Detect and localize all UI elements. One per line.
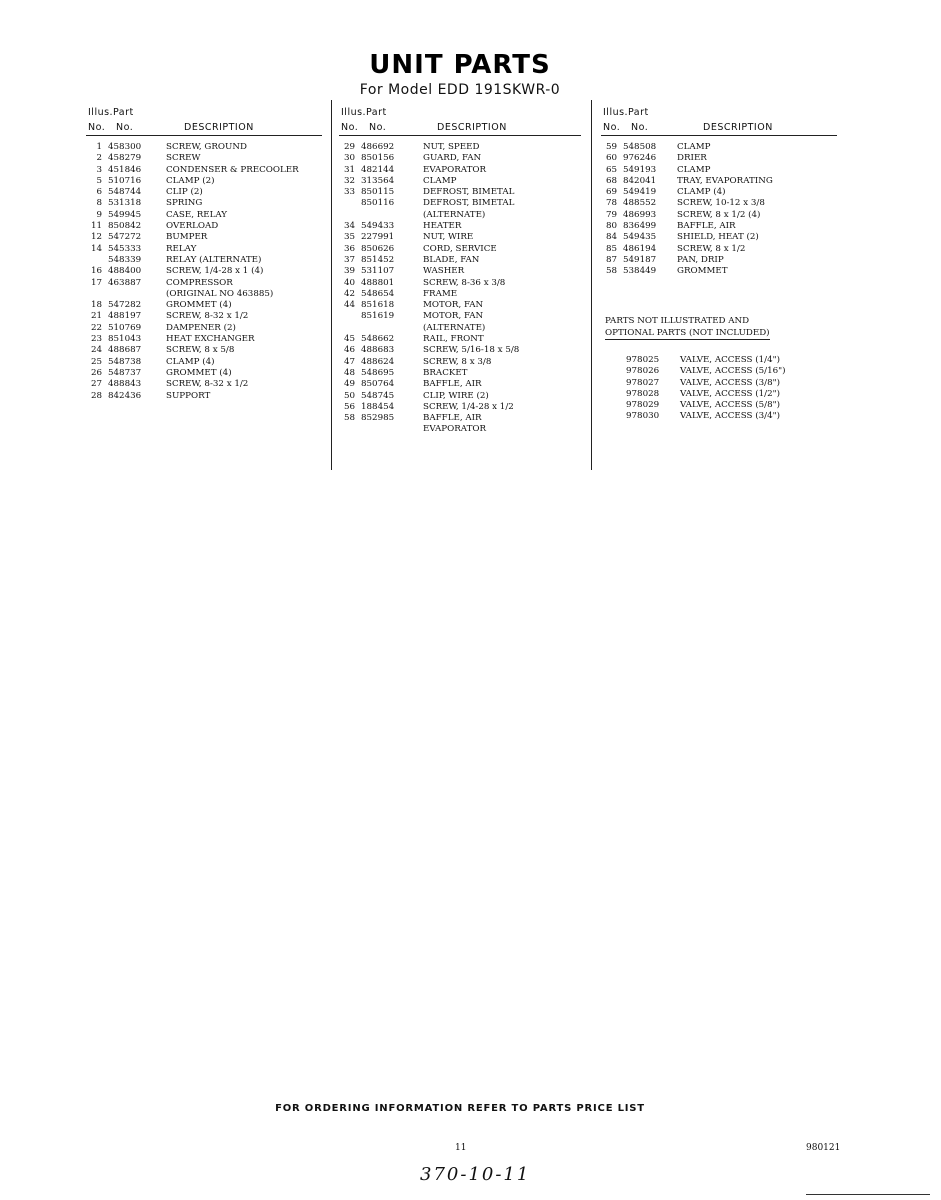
part-number: 313564 [361, 175, 395, 186]
illus-number: 65 [605, 164, 617, 175]
table-row [339, 244, 581, 255]
table-row [339, 210, 581, 221]
table-row [86, 165, 322, 176]
table-row [601, 244, 837, 255]
part-description: SCREW, 10-12 x 3/8 [677, 198, 765, 209]
part-description: GROMMET (4) [166, 367, 232, 378]
header-part-no: No. [369, 122, 387, 133]
table-row [86, 289, 322, 300]
table-row [86, 210, 322, 221]
part-number: 482144 [361, 164, 395, 175]
part-number: 851619 [361, 311, 395, 322]
table-row [86, 278, 322, 289]
header-description: DESCRIPTION [437, 122, 507, 133]
illus-number: 85 [605, 243, 617, 254]
part-number: 842041 [623, 175, 657, 186]
part-number: 549193 [623, 164, 657, 175]
illus-number: 48 [343, 367, 355, 378]
illus-number: 36 [343, 243, 355, 254]
table-row [86, 142, 322, 153]
part-description: GROMMET (4) [166, 300, 232, 311]
part-description: DEFROST, BIMETAL [423, 198, 515, 209]
part-number: 549945 [108, 209, 142, 220]
illus-number: 21 [90, 311, 102, 322]
part-description: SCREW, 8 x 3/8 [423, 356, 492, 367]
header-part: Part [113, 107, 134, 118]
part-description: SCREW, 8-32 x 1/2 [166, 379, 249, 390]
part-description: EVAPORATOR [423, 164, 487, 175]
part-description: SUPPORT [166, 390, 211, 401]
part-number: 548695 [361, 367, 395, 378]
part-number: 548737 [108, 367, 142, 378]
part-number: 978026 [626, 366, 660, 377]
illus-number: 17 [90, 277, 102, 288]
illus-number: 35 [343, 232, 355, 243]
part-description: (ALTERNATE) [423, 322, 486, 333]
table-row [86, 323, 322, 334]
illus-number: 16 [90, 266, 102, 277]
part-number: 463887 [108, 277, 142, 288]
table-row [339, 357, 581, 368]
part-number: 850115 [361, 187, 395, 198]
part-description: BRACKET [423, 367, 468, 378]
header-part: Part [628, 107, 649, 118]
handwritten-note: 370-10-11 [420, 1164, 531, 1185]
part-number: 547272 [108, 232, 142, 243]
part-number: 188454 [361, 401, 395, 412]
part-description: BLADE, FAN [423, 254, 480, 265]
part-number: 510716 [108, 175, 142, 186]
part-description: SHIELD, HEAT (2) [677, 232, 759, 243]
table-row [339, 368, 581, 379]
part-number: 548745 [361, 390, 395, 401]
part-number: 488687 [108, 345, 142, 356]
table-row [339, 221, 581, 232]
part-description: (ALTERNATE) [423, 209, 486, 220]
part-description: SCREW [166, 153, 201, 164]
table-row [339, 300, 581, 311]
part-number: 850116 [361, 198, 395, 209]
part-number: 836499 [623, 221, 657, 232]
illus-number: 87 [605, 254, 617, 265]
part-number: 978029 [626, 400, 660, 411]
part-description: COMPRESSOR [166, 277, 233, 288]
part-description: CORD, SERVICE [423, 243, 497, 254]
model-subtitle: For Model EDD 191SKWR-0 [359, 82, 561, 98]
note-line-2: OPTIONAL PARTS (NOT INCLUDED) [605, 328, 770, 338]
table-row [339, 176, 581, 187]
parts-list [86, 142, 322, 402]
part-description: SCREW, 1/4-28 x 1 (4) [166, 266, 264, 277]
column-divider [331, 100, 332, 470]
part-description: RAIL, FRONT [423, 334, 484, 345]
illus-number: 2 [96, 153, 102, 164]
illus-number: 80 [605, 221, 617, 232]
part-description: NUT, WIRE [423, 232, 474, 243]
part-number: 851452 [361, 254, 395, 265]
part-number: 850626 [361, 243, 395, 254]
illus-number: 58 [343, 413, 355, 424]
part-number: 488801 [361, 277, 395, 288]
part-description: VALVE, ACCESS (5/8") [680, 400, 781, 411]
part-description: GROMMET [677, 266, 728, 277]
document-code: 980121 [806, 1143, 841, 1153]
table-row [86, 232, 322, 243]
illus-number: 79 [605, 209, 617, 220]
part-description: HEAT EXCHANGER [166, 334, 255, 345]
header-part-no: No. [631, 122, 649, 133]
part-number: 851043 [108, 334, 142, 345]
illus-number: 26 [90, 367, 102, 378]
table-row [86, 379, 322, 390]
part-number: 851618 [361, 300, 395, 311]
part-number: 978025 [626, 355, 660, 365]
header-illus: Illus. [88, 107, 114, 118]
part-number: 850156 [361, 153, 395, 164]
part-number: 486194 [623, 243, 657, 254]
part-number: 488400 [108, 266, 142, 277]
illus-number: 84 [605, 232, 617, 243]
illus-number: 68 [605, 175, 617, 186]
part-number: 488197 [108, 311, 142, 322]
illus-number: 69 [605, 187, 617, 198]
column-header [601, 103, 837, 136]
part-description: BAFFLE, AIR [677, 221, 736, 232]
part-description: CASE, RELAY [166, 209, 228, 220]
part-description: CONDENSER & PRECOOLER [166, 164, 299, 175]
table-row [601, 142, 837, 153]
part-description: FRAME [423, 288, 458, 299]
part-description: TRAY, EVAPORATING [677, 175, 773, 186]
part-number: 458300 [108, 142, 142, 152]
illus-number: 22 [90, 322, 102, 333]
part-description: DEFROST, BIMETAL [423, 187, 515, 198]
part-number: 488843 [108, 379, 142, 390]
illus-number: 34 [343, 221, 355, 232]
illus-number: 78 [605, 198, 617, 209]
part-description: GUARD, FAN [423, 153, 482, 164]
table-row [86, 266, 322, 277]
illus-number: 56 [343, 401, 355, 412]
page-number: 11 [455, 1143, 467, 1153]
part-number: 488624 [361, 356, 395, 367]
header-part: Part [366, 107, 387, 118]
part-description: SCREW, 8 x 1/2 [677, 243, 746, 254]
part-number: 548654 [361, 288, 395, 299]
table-row [339, 402, 581, 413]
part-number: 538449 [623, 266, 657, 277]
table-row [601, 232, 837, 243]
table-row [601, 176, 837, 187]
part-description: SCREW, 8-32 x 1/2 [166, 311, 249, 322]
table-row [339, 311, 581, 322]
table-row [339, 289, 581, 300]
part-number: 549435 [623, 232, 657, 243]
table-row [86, 176, 322, 187]
part-number: 549419 [623, 187, 657, 198]
table-row [339, 187, 581, 198]
illus-number: 23 [90, 334, 102, 345]
part-description: CLAMP (2) [166, 175, 215, 186]
part-number: 976246 [623, 153, 657, 164]
illus-number: 25 [90, 356, 102, 367]
part-description: NUT, SPEED [423, 142, 480, 152]
table-row [339, 198, 581, 209]
part-number: 458279 [108, 153, 142, 164]
illus-number: 39 [343, 266, 355, 277]
corner-rule [806, 1194, 930, 1195]
part-number: 548339 [108, 254, 142, 265]
part-description: BAFFLE, AIR [423, 379, 482, 390]
illus-number: 59 [605, 142, 617, 152]
table-row [339, 266, 581, 277]
parts-list [339, 142, 581, 436]
table-row [339, 153, 581, 164]
part-description: RELAY [166, 243, 197, 254]
illus-number: 27 [90, 379, 102, 390]
table-row [339, 413, 581, 424]
table-row [86, 357, 322, 368]
table-row [86, 345, 322, 356]
header-description: DESCRIPTION [184, 122, 254, 133]
part-description: DAMPENER (2) [166, 322, 236, 333]
table-row [601, 153, 837, 164]
header-illus: Illus. [341, 107, 367, 118]
column-header [339, 103, 581, 136]
table-row [601, 198, 837, 209]
part-description: CLAMP [423, 175, 457, 186]
illus-number: 30 [343, 153, 355, 164]
illus-number: 31 [343, 164, 355, 175]
page-title: UNIT PARTS [369, 50, 551, 80]
not-illustrated-note [605, 315, 835, 340]
header-no: No. [603, 122, 621, 133]
table-row [601, 221, 837, 232]
illus-number: 47 [343, 356, 355, 367]
illus-number: 60 [605, 153, 617, 164]
part-description: RELAY (ALTERNATE) [166, 254, 262, 265]
illus-number: 8 [96, 198, 102, 209]
illus-number: 42 [343, 288, 355, 299]
table-row [339, 278, 581, 289]
table-row [339, 334, 581, 345]
note-line-1: PARTS NOT ILLUSTRATED AND [605, 316, 750, 326]
table-row [86, 244, 322, 255]
part-number: 531107 [361, 266, 395, 277]
part-number: 531318 [108, 198, 142, 209]
illus-number: 6 [96, 187, 102, 198]
table-row [601, 210, 837, 221]
part-description: BUMPER [166, 232, 208, 243]
header-description: DESCRIPTION [703, 122, 773, 133]
illus-number: 28 [90, 390, 102, 401]
part-description: WASHER [423, 266, 465, 277]
part-description: MOTOR, FAN [423, 300, 484, 311]
illus-number: 11 [90, 221, 102, 232]
part-description: CLAMP (4) [677, 187, 726, 198]
part-number: 978028 [626, 388, 660, 399]
part-number: 852985 [361, 413, 395, 424]
part-description: SCREW, 8 x 5/8 [166, 345, 235, 356]
parts-column-1 [86, 103, 322, 402]
part-number: 978030 [626, 411, 660, 422]
table-row [339, 232, 581, 243]
header-no: No. [88, 122, 106, 133]
part-description: VALVE, ACCESS (1/2") [680, 388, 781, 399]
table-row [601, 187, 837, 198]
illus-number: 29 [343, 142, 355, 152]
part-description: VALVE, ACCESS (5/16") [680, 366, 786, 377]
illus-number: 9 [96, 209, 102, 220]
table-row [86, 255, 322, 266]
illus-number: 50 [343, 390, 355, 401]
table-row [86, 300, 322, 311]
part-description: SCREW, 8 x 1/2 (4) [677, 209, 761, 220]
illus-number: 24 [90, 345, 102, 356]
table-row [601, 255, 837, 266]
table-row [339, 165, 581, 176]
column-divider [591, 100, 592, 470]
part-description: BAFFLE, AIR [423, 413, 482, 424]
part-number: 451846 [108, 164, 142, 175]
table-row [601, 165, 837, 176]
part-description: EVAPORATOR [423, 424, 487, 435]
parts-column-2 [339, 103, 581, 436]
part-description: VALVE, ACCESS (1/4") [680, 355, 781, 365]
part-description: OVERLOAD [166, 221, 219, 232]
part-number: 548744 [108, 187, 142, 198]
part-description: DRIER [677, 153, 707, 164]
part-description: CLIP (2) [166, 187, 203, 198]
part-description: VALVE, ACCESS (3/8") [680, 377, 781, 388]
part-number: 850842 [108, 221, 142, 232]
illus-number: 12 [90, 232, 102, 243]
part-number: 850764 [361, 379, 395, 390]
table-row [86, 391, 322, 402]
parts-column-3 [601, 103, 837, 278]
illus-number: 46 [343, 345, 355, 356]
part-description: SCREW, 8-36 x 3/8 [423, 277, 506, 288]
part-description: (ORIGINAL NO 463885) [166, 288, 274, 299]
illus-number: 18 [90, 300, 102, 311]
illus-number: 5 [96, 175, 102, 186]
table-row [86, 334, 322, 345]
part-description: CLAMP (4) [166, 356, 215, 367]
part-number: 547282 [108, 300, 142, 311]
part-description: HEATER [423, 221, 462, 232]
part-description: PAN, DRIP [677, 254, 724, 265]
part-description: MOTOR, FAN [423, 311, 484, 322]
part-number: 548662 [361, 334, 395, 345]
part-number: 842436 [108, 390, 142, 401]
part-description: CLIP, WIRE (2) [423, 390, 489, 401]
table-row [339, 345, 581, 356]
table-row [339, 142, 581, 153]
table-row [86, 311, 322, 322]
part-number: 545333 [108, 243, 142, 254]
table-row [339, 391, 581, 402]
part-description: SPRING [166, 198, 203, 209]
part-description: CLAMP [677, 164, 711, 175]
part-number: 486993 [623, 209, 657, 220]
part-number: 488552 [623, 198, 657, 209]
column-header [86, 103, 322, 136]
table-row [601, 266, 837, 277]
parts-list [601, 142, 837, 278]
part-number: 548508 [623, 142, 657, 152]
part-number: 978027 [626, 377, 660, 388]
ordering-footer: FOR ORDERING INFORMATION REFER TO PARTS PRICE LIST [275, 1103, 645, 1114]
table-row [86, 198, 322, 209]
illus-number: 33 [343, 187, 355, 198]
table-row [339, 255, 581, 266]
part-number: 548738 [108, 356, 142, 367]
illus-number: 3 [96, 164, 102, 175]
table-row [339, 323, 581, 334]
illus-number: 49 [343, 379, 355, 390]
illus-number: 37 [343, 254, 355, 265]
part-description: SCREW, GROUND [166, 142, 247, 152]
header-illus: Illus. [603, 107, 629, 118]
illus-number: 44 [343, 300, 355, 311]
part-number: 227991 [361, 232, 395, 243]
part-number: 510769 [108, 322, 142, 333]
part-number: 486692 [361, 142, 395, 152]
illus-number: 40 [343, 277, 355, 288]
part-description: CLAMP [677, 142, 711, 152]
illus-number: 14 [90, 243, 102, 254]
part-number: 549187 [623, 254, 657, 265]
table-row [86, 187, 322, 198]
illus-number: 58 [605, 266, 617, 277]
part-description: VALVE, ACCESS (3/4") [680, 411, 781, 422]
table-row [86, 368, 322, 379]
table-row [339, 424, 581, 435]
header-part-no: No. [116, 122, 134, 133]
illus-number: 45 [343, 334, 355, 345]
part-number: 549433 [361, 221, 395, 232]
table-row [86, 221, 322, 232]
illus-number: 32 [343, 175, 355, 186]
part-description: SCREW, 5/16-18 x 5/8 [423, 345, 520, 356]
table-row [339, 379, 581, 390]
table-row [86, 153, 322, 164]
part-number: 488683 [361, 345, 395, 356]
part-description: SCREW, 1/4-28 x 1/2 [423, 401, 514, 412]
header-no: No. [341, 122, 359, 133]
illus-number: 1 [96, 142, 102, 152]
